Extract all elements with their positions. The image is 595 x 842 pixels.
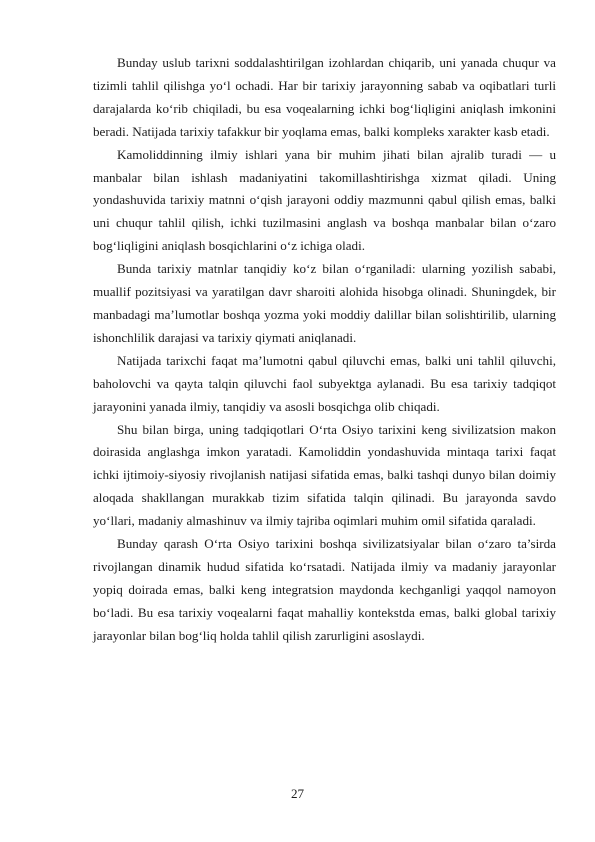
paragraph: Shu bilan birga, uning tadqiqotlari O‘rta Osiyo tarixini keng sivilizatsion makon doirasida anglashga imkon yaratadi. Kamoliddin yondashuvida mintaqa tarixi faqat ichki ijtimoiy-siyosiy rivojlanish natijasi sifatida emas, balki tashqi dunyo bilan doimiy aloqada shakllangan murakkab tizim sifatida talqin qilinadi. Bu jarayonda savdo yo‘llari, madaniy almashinuv va ilmiy tajriba oqimlari muhim omil sifatida qaraladi. — [93, 421, 556, 529]
paragraph: Bunday uslub tarixni soddalashtirilgan izohlardan chiqarib, uni yanada chuqur va tizimli tahlil qilishga yo‘l ochadi. Har bir tarixiy jarayonning sabab va oqibatlari turli darajalarda ko‘rib chiqiladi, bu esa voqealarning ichki bog‘liqligini aniqlash imkonini beradi. Natijada tarixiy tafakkur bir yoqlama emas, balki kompleks xarakter kasb etadi. — [93, 55, 556, 139]
paragraph: Natijada tarixchi faqat ma’lumotni qabul qiluvchi emas, balki uni tahlil qiluvchi, baholovchi va qayta talqin qiluvchi faol subyektga aylanadi. Bu esa tarixiy tadqiqot jarayonini yanada ilmiy, tanqidiy va asosli bosqichga olib chiqadi. — [93, 352, 556, 414]
paragraph: Kamoliddinning ilmiy ishlari yana bir muhim jihati bilan ajralib turadi — u manbalar bilan ishlash madaniyatini takomillashtirishga xizmat qiladi. Uning yondashuvida tarixiy matnni o‘qish jarayoni oddiy mazmunni qabul qilish emas, balki uni chuqur tahlil qilish, ichki tuzilmasini anglash va boshqa manbalar bilan o‘zaro bog‘liqligini aniqlash bosqichlarini o‘z ichiga oladi. — [93, 146, 556, 254]
paragraph: Bunday qarash O‘rta Osiyo tarixini boshqa sivilizatsiyalar bilan o‘zaro ta’sirda rivojlangan dinamik hudud sifatida ko‘rsatadi. Natijada ilmiy va madaniy jarayonlar yopiq doirada emas, balki keng integratsion maydonda kechganligi yaqqol namoyon bo‘ladi. Bu esa tarixiy voqealarni faqat mahalliy kontekstda emas, balki global tarixiy jarayonlar bilan bog‘liq holda tahlil qilish zarurligini asoslaydi. — [93, 536, 556, 643]
document-page — [93, 52, 556, 648]
paragraph: Bunda tarixiy matnlar tanqidiy ko‘z bilan o‘rganiladi: ularning yozilish sababi, muallif pozitsiyasi va yaratilgan davr sharoiti alohida hisobga olinadi. Shuningdek, bir manbadagi ma’lumotlar boshqa yozma yoki moddiy dalillar bilan solishtirilib, ularning ishonchlilik darajasi va tarixiy qiymati aniqlanadi. — [93, 261, 556, 345]
page-number: 27 — [290, 786, 305, 801]
